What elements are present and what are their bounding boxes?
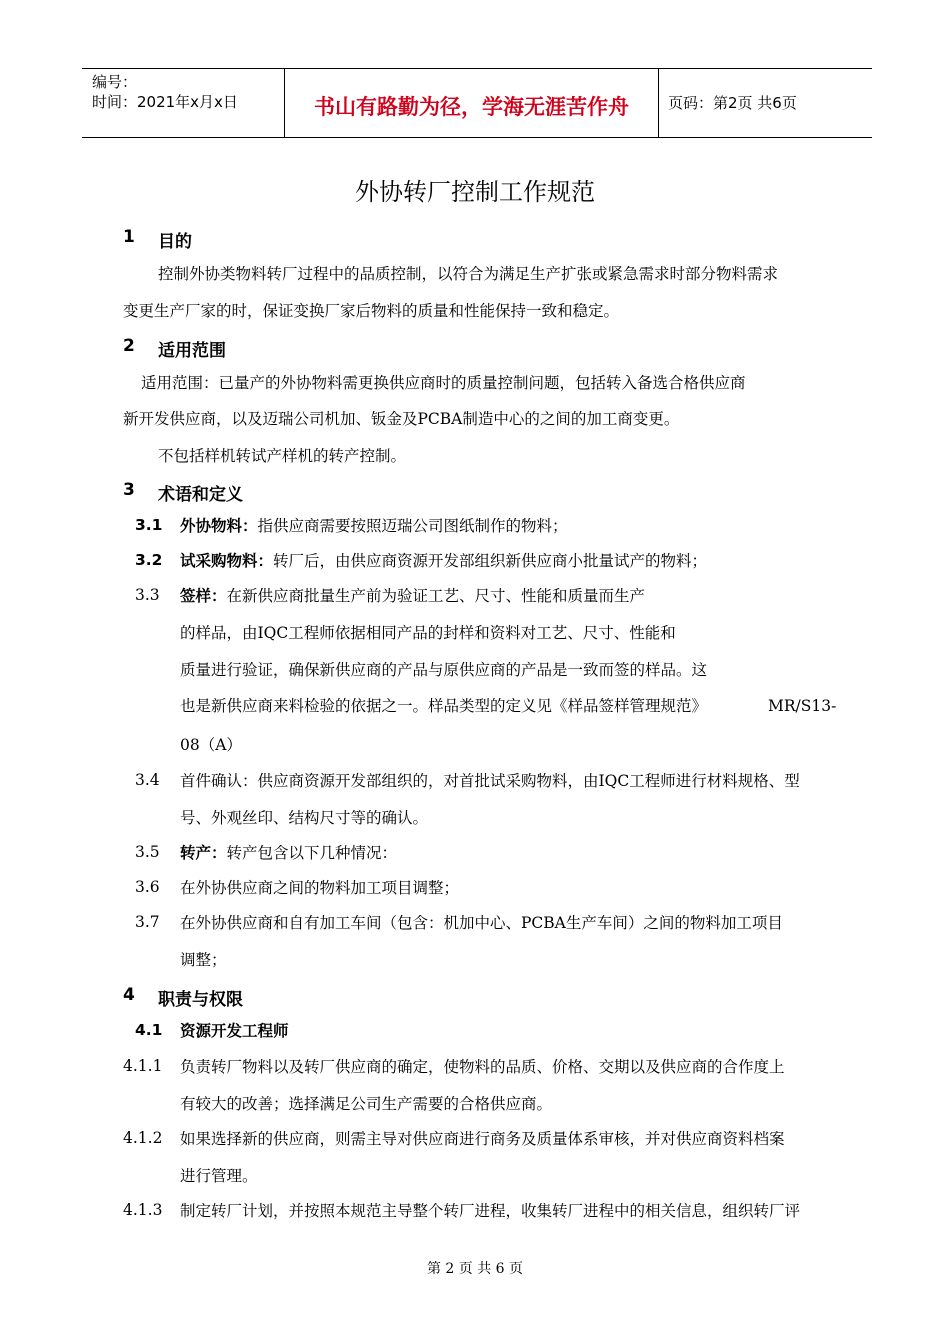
number-label: 编号： [92,73,138,91]
item-4-1-2-line-1: 如果选择新的供应商，则需主导对供应商进行商务及质量体系审核，并对供应商资料档案 [180,1130,785,1148]
definition-3-1-text: 指供应商需要按照迈瑞公司图纸制作的物料； [257,517,568,535]
page-footer: 第 2 页 共 6 页 [426,1261,524,1277]
definition-3-3-line-1 [180,586,645,606]
item-4-1-1-line-1: 负责转厂物料以及转厂供应商的确定，使物料的品质、价格、交期以及供应商的合作度上 [180,1058,785,1076]
definition-3-3-number: 3.3 [135,586,160,604]
document-title: 外协转厂控制工作规范 [355,178,595,206]
section-1-heading: 目的 [158,232,192,252]
definition-3-6-number: 3.6 [135,878,160,896]
header-info-cell [82,69,284,137]
item-4-1-2-number: 4.1.2 [123,1129,163,1147]
definition-3-2-number: 3.2 [135,551,163,569]
section-1-number: 1 [123,227,135,247]
definition-3-1-number: 3.1 [135,516,163,534]
definition-3-5 [180,843,397,863]
definition-3-5-text: 转产包含以下几种情况： [226,844,398,862]
section-4-heading: 职责与权限 [158,990,243,1010]
definition-3-3-term: 签样： [180,587,227,605]
subsection-4-1-heading: 资源开发工程师 [180,1022,289,1040]
definition-3-3-line-4: 也是新供应商来料检验的依据之一。样品类型的定义见《样品签样管理规范》 [180,697,708,715]
definition-3-5-number: 3.5 [135,843,160,861]
section-2-paragraph-line-3: 不包括样机转试产样机的转产控制。 [158,447,407,465]
definition-3-6-text: 在外协供应商之间的物料加工项目调整； [180,879,460,897]
item-4-1-1-number: 4.1.1 [123,1057,163,1075]
definition-3-3-line-5: 08（A） [180,736,242,754]
definition-3-7-line-1: 在外协供应商和自有加工车间（包含：机加中心、PCBA生产车间）之间的物料加工项目 [180,914,783,932]
item-4-1-1-line-2: 有较大的改善；选择满足公司生产需要的合格供应商。 [180,1095,553,1113]
section-3-heading: 术语和定义 [158,485,243,505]
definition-3-7-line-2: 调整； [180,951,227,969]
definition-3-3-line-3: 质量进行验证，确保新供应商的产品与原供应商的产品是一致而签的样品。这 [180,661,708,679]
header-page-cell [658,69,872,137]
section-2-paragraph-line-2: 新开发供应商，以及迈瑞公司机加、钣金及PCBA制造中心的之间的加工商变更。 [123,410,680,428]
definition-3-4-line-1: 首件确认：供应商资源开发部组织的，对首批试采购物料，由IQC工程师进行材料规格、型 [180,772,800,790]
section-2-heading: 适用范围 [158,341,226,361]
definition-3-4-line-2: 号、外观丝印、结构尺寸等的确认。 [180,809,429,827]
header-slogan-cell [284,69,659,137]
definition-3-3-line-2: 的样品，由IQC工程师依据相同产品的封样和资料对工艺、尺寸、性能和 [180,624,676,642]
item-4-1-3-line-1: 制定转厂计划，并按照本规范主导整个转厂进程，收集转厂进程中的相关信息，组织转厂评 [180,1202,801,1220]
definition-3-3-reference: MR/S13- [768,697,837,715]
page-label: 页码：第2页 共6页 [668,94,797,112]
definition-3-1-term: 外协物料： [180,517,258,535]
item-4-1-2-line-2: 进行管理。 [180,1167,258,1185]
document-header [82,68,872,138]
definition-3-2-text: 转厂后，由供应商资源开发部组织新供应商小批量试产的物料； [273,552,708,570]
definition-3-2-term: 试采购物料： [180,552,274,570]
section-2-paragraph-line-1: 适用范围：已量产的外协物料需更换供应商时的质量控制问题，包括转入备选合格供应商 [141,374,746,392]
definition-3-3-text: 在新供应商批量生产前为验证工艺、尺寸、性能和质量而生产 [226,587,646,605]
slogan: 书山有路勤为径，学海无涯苦作舟 [314,95,629,119]
subsection-4-1-number: 4.1 [135,1021,163,1039]
section-4-number: 4 [123,985,135,1005]
definition-3-1 [180,516,568,536]
definition-3-5-term: 转产： [180,844,227,862]
definition-3-4-number: 3.4 [135,771,160,789]
definition-3-7-number: 3.7 [135,913,160,931]
section-3-number: 3 [123,480,135,500]
item-4-1-3-number: 4.1.3 [123,1201,163,1219]
definition-3-2 [180,551,707,571]
section-1-paragraph-line-2: 变更生产厂家的时，保证变换厂家后物料的质量和性能保持一致和稳定。 [123,302,620,320]
section-1-paragraph-line-1: 控制外协类物料转厂过程中的品质控制，以符合为满足生产扩张或紧急需求时部分物料需求 [158,265,779,283]
time-label: 时间：2021年x月x日 [92,93,238,111]
section-2-number: 2 [123,336,135,356]
